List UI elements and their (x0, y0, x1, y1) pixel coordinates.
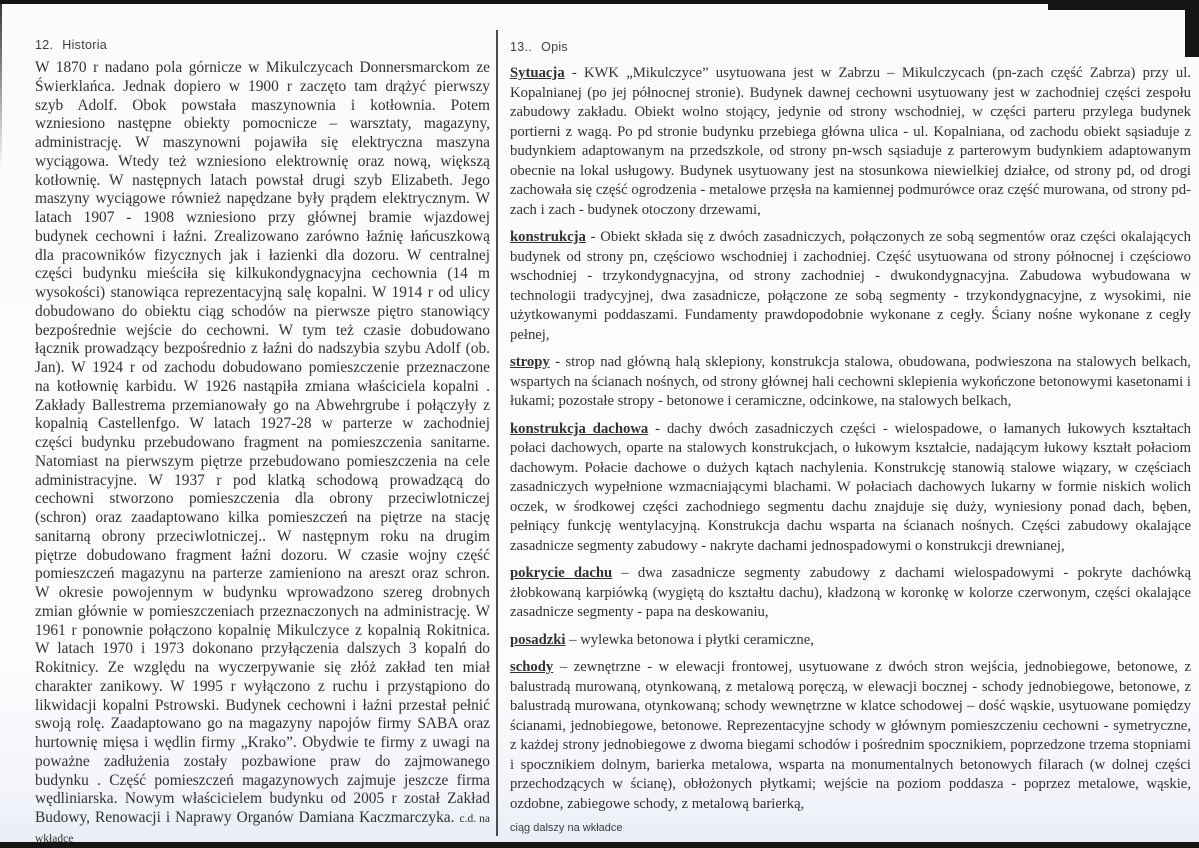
opis-section-posadzki: posadzki – wylewka betonowa i płytki ceramiczne, (510, 631, 814, 648)
section-term: konstrukcja (510, 229, 586, 245)
heading-number: 12. (35, 38, 54, 52)
scan-edge-top-right (1048, 0, 1199, 10)
section-text: KWK „Mikulczyce” usytuowana jest w Zabrzu – Mikulczycach (pn-zach część Zabrza) przy ul. Kopalnianej (po jej północnej stronie). Budynek dawnej cechowni usytuowany jest w zachodniej części zespołu zabudowy zakładu. Obiekt wolno stojący, jedynie od strony wschodniej, w części parteru przylega budynek portierni z wagą. Po pd stronie budynku przebiega główna ulica - ul. Kopalniana, od zachodu obiekt sąsiaduje z budynkiem adaptowanym na przedszkole, od strony pn-wsch sąsiaduje z parterowym budynkiem adaptowanym obecnie na lokal usługowy. Budynek usytuowany jest na stosunkowa niewielkiej działce, od strony pd, od drogi zachowała się część ogrodzenia - metalowe przęsła na kamiennej podmurówce oraz część murowana, od strony pd-zach i zach - budynek otoczony drzewami, (510, 65, 1191, 218)
column-divider-line (496, 30, 498, 836)
continuation-note-left: c.d. na wkładce (35, 813, 490, 845)
right-column-opis (510, 40, 1191, 834)
section-text: zewnętrzne - w elewacji frontowej, usytuowane z dwóch stron wejścia, jednobiegowe, betonowe, z balustradą murowaną, otynkowaną, z metalową poręczą, w elewacji bocznej - schody jednobiegowe, betonowe, z balustradą murowana, otynkowaną; schody wewnętrzne w klatce schodowej – dość wąskie, usytuowane pomiędzy ścianami, jednobiegowe, betonowe. Reprezentacyjne schody w głównym pomieszczeniu cechowni - symetryczne, z każdej strony jednobiegowe z dwoma biegami schodów i pośrednim spocznikiem, poprzedzone trzema stopniami i spocznikiem dolnym, barierka metalowa, wsparta na monumentalnych betonowych filarach (w dolnej części przechodzących w ścianę), obłożonych płytkami; wejście na poziom poddasza - poprzez metalowe, wąskie, ozdobne, zabiegowe schody, z metalową barierką, (510, 659, 1191, 812)
scan-edge-left (0, 0, 2, 170)
section-term: stropy (510, 354, 550, 370)
section-term: posadzki (510, 631, 566, 648)
opis-section-pokrycie-dachu: pokrycie dachu – dwa zasadnicze segmenty zabudowy z dachami wielospadowymi - pokryte dachówką żłobkowaną karpiówką (wygiętą do kształtu dachu), kładzoną w koronkę w kolorze czerwonym, części okalające zasadnicze segmenty - papa na deskowaniu, (510, 565, 1192, 620)
section-term: schody (510, 659, 554, 675)
opis-section-sytuacja: Sytuacja - KWK „Mikulczyce” usytuowana jest w Zabrzu – Mikulczycach (pn-zach część Zabrza) przy ul. Kopalnianej (po jej północnej stronie). Budynek dawnej cechowni usytuowany jest w zachodniej części zespołu zabudowy zakładu. Obiekt wolno stojący, jedynie od strony wschodniej, w części parteru przylega budynek portierni z wagą. Po pd stronie budynku przebiega główna ulica - ul. Kopalniana, od zachodu obiekt sąsiaduje z budynkiem adaptowanym na przedszkole, od strony pn-wsch sąsiaduje z parterowym budynkiem adaptowanym obecnie na lokal usługowy. Budynek usytuowany jest na stosunkowa niewielkiej działce, od strony pd, od drogi zachowała się część ogrodzenia - metalowe przęsła na kamiennej podmurówce oraz część murowana, od strony pd-zach i zach - budynek otoczony drzewami, (510, 65, 1191, 218)
section-text: strop nad główną halą sklepiony, konstrukcja stalowa, obudowana, podwieszona na stalowych belkach, wspartych na ścianach nośnych, od strony głównej hali cechowni sklepienia wykończone betonowymi kasetonami i łukami; pozostałe stropy - betonowe i ceramiczne, odcinkowe, na stalowych belkach, (510, 354, 1191, 409)
heading-label: Historia (62, 38, 108, 52)
section-text: wylewka betonowa i płytki ceramiczne, (580, 631, 814, 648)
heading-label: Opis (541, 40, 568, 54)
historia-paragraph (35, 59, 490, 848)
section-text: dwa zasadnicze segmenty zabudowy z dachami wielospadowymi - pokryte dachówką żłobkowaną karpiówką (wygiętą do kształtu dachu), kładzoną w koronkę w kolorze czerwonym, części okalające zasadnicze segmenty - papa na deskowaniu, (510, 565, 1192, 620)
scan-edge-top (0, 0, 1199, 4)
continuation-note-right: ciąg dalszy na wkładce (510, 822, 623, 834)
left-column-historia (35, 38, 490, 848)
opis-section-konstrukcja: konstrukcja - Obiekt składa się z dwóch zasadniczych, połączonych ze sobą segmentów oraz części okalających budynek od strony pn, częściowo wschodniej i zachodniej. Część usytuowana od strony północnej i częściowo wschodniej - trzykondygnacyjna, od strony zachodniej - dwukondygnacyjna. Zabudowa wybudowana w technologii tradycyjnej, dwa zasadnicze, połączone ze sobą segmenty - trzykondygnacyjne, z wysokimi, nie użytkowanymi poddaszami. Fundamenty prawdopodobnie wykonane z cegły. Ściany nośne wykonane z cegły pełnej, (510, 229, 1191, 343)
opis-section-konstrukcja-dachowa: konstrukcja dachowa - dachy dwóch zasadniczych części - wielospadowe, o łamanych łukowych kształtach połaci dachowych, oparte na stalowych konstrukcjach, o łukowym kształcie, nadającym łukowy kształt połaciom dachowym. Połacie dachowe o dużych kątach nachylenia. Konstrukcję stanowią stalowe wiązary, w częściach zasadniczych wypełnione wzmacniającymi blachami. W połaciach dachowych lukarny w formie niskich wolich oczek, w środkowej części zachodniego segmentu dachu znajduje się duży, wyniesiony ponad dach, bęben, pełniący funkcję wentylacyjną. Konstrukcja dachu wsparta na ścianach nośnych. Części zabudowy okalające zasadnicze segmenty zabudowy - nakryte dachami jednospadowymi o konstrukcji drewnianej, (510, 420, 1191, 554)
section-text: dachy dwóch zasadniczych części - wielospadowe, o łamanych łukowych kształtach połaci dachowych, oparte na stalowych konstrukcjach, o łukowym kształcie, nadającym łukowy kształt połaciom dachowym. Połacie dachowe o dużych kątach nachylenia. Konstrukcję stanowią stalowe wiązary, w częściach zasadniczych wypełnione wzmacniającymi blachami. W połaciach dachowych lukarny w formie niskich wolich oczek, w środkowej części zachodniego segmentu dachu znajduje się duży, wyniesiony ponad dach, bęben, pełniący funkcję wentylacyjną. Konstrukcja dachu wsparta na ścianach nośnych. Części zabudowy okalające zasadnicze segmenty zabudowy - nakryte dachami jednospadowymi o konstrukcji drewnianej, (510, 420, 1191, 554)
heading-number: 13.. (510, 40, 533, 54)
section-text: Obiekt składa się z dwóch zasadniczych, połączonych ze sobą segmentów oraz części okalających budynek od strony pn, częściowo wschodniej i zachodniej. Część usytuowana od strony północnej i częściowo wschodniej - trzykondygnacyjna, od strony zachodniej - dwukondygnacyjna. Zabudowa wybudowana w technologii tradycyjnej, dwa zasadnicze, połączone ze sobą segmenty - trzykondygnacyjne, z wysokimi, nie użytkowanymi poddaszami. Fundamenty prawdopodobnie wykonane z cegły. Ściany nośne wykonane z cegły pełnej, (510, 229, 1191, 343)
section-heading-historia (35, 38, 490, 52)
opis-section-stropy: stropy - strop nad główną halą sklepiony, konstrukcja stalowa, obudowana, podwieszona na stalowych belkach, wspartych na ścianach nośnych, od strony głównej hali cechowni sklepienia wykończone betonowymi kasetonami i łukami; pozostałe stropy - betonowe i ceramiczne, odcinkowe, na stalowych belkach, (510, 354, 1191, 409)
opis-sections (510, 64, 1191, 814)
historia-text: W 1870 r nadano pola górnicze w Mikulczycach Donnersmarckom ze Świerklańca. Jednak dopiero w 1900 r zaczęto tam drążyć pierwszy szyb Adolf. Obok powstała maszynownia i kotłownia. Potem wzniesiono następne obiekty pomocnicze – warsztaty, magazyny, administrację. W maszynowni pojawiła się elektryczna maszyna wyciągowa. Wtedy też wzniesiono elektrownię oraz nową, większą kotłownię. W następnych latach powstał drugi szyb Elizabeth. Jego maszyny wyciągowe również napędzane były prądem elektrycznym. W latach 1907 - 1908 wzniesiono przy głównej bramie wjazdowej budynek cechowni i łaźni. Zrealizowano zarówno łaźnię łańcuszkową dla pracowników fizycznych jak i łazienki dla dozoru. W centralnej części budynku mieściła się kilkukondygnacyjna cechownia (14 m wysokości) stanowiąca reprezentacyjną salę kopalni. W 1914 r od ulicy dobudowano do obiektu ciąg schodów na pierwsze piętro stanowiący bezpośrednie wejście do cechowni. W tym też czasie dobudowano łącznik prowadzący bezpośrednio z łaźni do nadszybia szybu Adolf (ob. Jan). W 1924 r od zachodu dobudowano pomieszczenie przeznaczone na kotłownię karbidu. W 1926 nastąpiła zmiana właściciela kopalni . Zakłady Ballestrema przemianowały go na Abwehrgrube i połączyły z kopalnią Castellenfgo. W latach 1927-28 w parterze w zachodniej części budynku przebudowano fragment na pomieszczenia sanitarne. Natomiast na pierwszym piętrze przebudowano pomieszczenia na cele administracyjne. W 1937 r pod klatką schodową prowadzącą do cechowni stworzono pomieszczenia dla obrony przeciwlotniczej (schron) oraz zaadaptowano kilka pomieszczeń na piętrze na stację sanitarną obrony przeciwlotniczej.. W następnym roku na drugim piętrze dobudowano fragment łaźni dozoru. W czasie wojny część pomieszczeń magazynu na parterze zamieniono na areszt oraz schron. W okresie powojennym w budynku wprowadzono szereg drobnych zmian głównie w pomieszczeniach przeznaczonych na administrację. W 1961 r ponownie połączono kopalnię Mikulczyce z kopalnią Rokitnica. W latach 1970 i 1973 dokonano przyłączenia dalszych 3 kopalń do Rokitnicy. Ze względu na wyczerpywanie się złóż zakład ten miał charakter zanikowy. W 1995 r wyłączono z ruchu i przystąpiono do likwidacji kopalni Pstrowski. Budynek cechowni i łaźni przestał pełnić swoją rolę. Zaadaptowano go na magazyny napojów firmy SABA oraz hurtownię mięsa i wędlin firmy „Krako”. Obydwie te firmy z uwagi na poważne zadłużenia zostały pozbawione praw do zajmowanego budynku . Część pomieszczeń magazynowych zajmuje jeszcze firma wędliniarska. Nowym właścicielem budynku od 2005 r został Zakład Budowy, Renowacji i Naprawy Organów Damiana Kaczmarczyka. (35, 59, 490, 826)
opis-section-schody: schody – zewnętrzne - w elewacji frontowej, usytuowane z dwóch stron wejścia, jednobiegowe, betonowe, z balustradą murowaną, otynkowaną, z metalową poręczą, w elewacji bocznej - schody jednobiegowe, betonowe, z balustradą murowana, otynkowaną; schody wewnętrzne w klatce schodowej – dość wąskie, usytuowane pomiędzy ścianami, jednobiegowe, betonowe. Reprezentacyjne schody w głównym pomieszczeniu cechowni - symetryczne, z każdej strony jednobiegowe z dwoma biegami schodów i pośrednim spocznikiem, poprzedzone trzema stopniami i spocznikiem dolnym, barierka metalowa, wsparta na monumentalnych betonowych filarach (w dolnej części przechodzących w ścianę), obłożonych płytkami; wejście na poziom poddasza - poprzez metalowe, wąskie, ozdobne, zabiegowe schody, z metalową barierką, (510, 659, 1191, 812)
section-term: konstrukcja dachowa (510, 420, 649, 437)
section-term: pokrycie dachu (510, 565, 613, 581)
section-heading-opis (510, 40, 1191, 54)
section-term: Sytuacja (510, 65, 565, 81)
